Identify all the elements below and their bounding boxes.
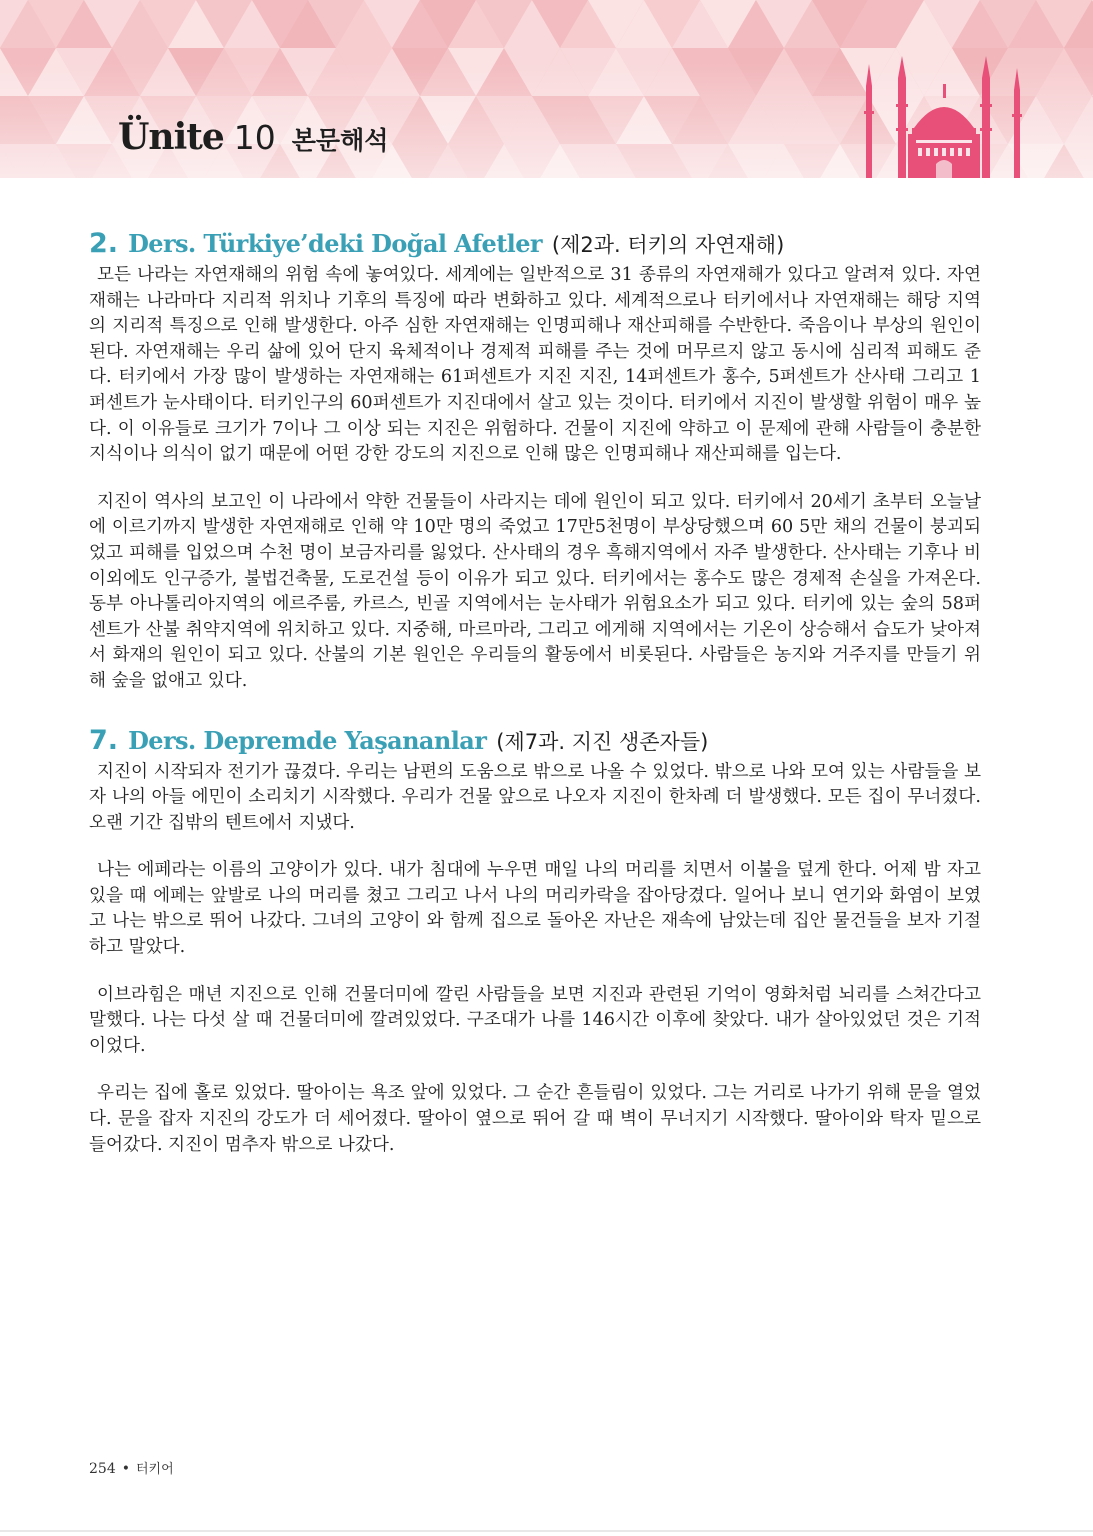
lesson-title: Ders. Depremde Yaşananlar [128, 725, 487, 755]
lesson-heading [89, 725, 981, 756]
book-title: 터키어 [136, 1462, 174, 1477]
paragraph: 지진이 역사의 보고인 이 나라에서 약한 건물들이 사라지는 데에 원인이 되고 있다. 터키에서 20세기 초부터 오늘날에 이르기까지 발생한 자연재해로 인해 약 10만 명의 죽었고 17만5천명이 부상당했으며 60 5만 채의 건물이 붕괴되었고 피해를 입었으며 수천 명이 보금자리를 잃었다. 산사태의 경우 흑해지역에서 자주 발생한다. 산사태는 기후나 비 이외에도 인구증가, 불법건축물, 도로건설 등이 이유가 되고 있다. 터키에서는 홍수도 많은 경제적 손실을 가져온다. 동부 아나톨리아지역의 에르주룸, 카르스, 빈골 지역에서는 눈사태가 위험요소가 되고 있다. 터키에 있는 숲의 58퍼센트가 산불 취약지역에 위치하고 있다. 지중해, 마르마라, 그리고 에게해 지역에서는 기온이 상승해서 습도가 낮아져서 화재의 원인이 되고 있다. 산불의 기본 원인은 우리들의 활동에서 비롯된다. 사람들은 농지와 거주지를 만들기 위해 숲을 없애고 있다. [89, 491, 981, 691]
paragraph: 나는 에페라는 이름의 고양이가 있다. 내가 침대에 누우면 매일 나의 머리를 치면서 이불을 덮게 한다. 어제 밤 자고 있을 때 에페는 앞발로 나의 머리를 쳤고 그리고 나서 나의 머리카락을 잡아당겼다. 일어나 보니 연기와 화염이 보였고 나는 밖으로 뛰어 나갔다. 그녀의 고양이 와 함께 집으로 돌아온 자난은 재속에 남았는데 집안 물건들을 보자 기절하고 말았다. [89, 860, 981, 958]
lesson-korean-title: (제2과. 터키의 자연재해) [551, 233, 785, 257]
lesson-number-dot: . [107, 724, 119, 756]
page-footer [89, 1458, 174, 1477]
paragraph: 모든 나라는 자연재해의 위험 속에 놓여있다. 세계에는 일반적으로 31 종류의 자연재해가 있다고 알려져 있다. 자연재해는 나라마다 지리적 위치나 기후의 특징에 따라 변화하고 있다. 세계적으로나 터키에서나 자연재해는 해당 지역의 지리적 특징으로 인해 발생한다. 아주 심한 자연재해는 인명피해나 재산피해를 수반한다. 죽음이나 부상의 원인이 된다. 자연재해는 우리 삶에 있어 단지 육체적이나 경제적 피해를 주는 것에 머무르지 않고 동시에 심리적 피해도 준다. 터키에서 가장 많이 발생하는 자연재해는 61퍼센트가 지진 지진, 14퍼센트가 홍수, 5퍼센트가 산사태 그리고 1퍼센트가 눈사태이다. 터키인구의 60퍼센트가 지진대에서 살고 있는 것이다. 터키에서 지진이 발생할 위험이 매우 높다. 이 이유들로 크기가 7이나 그 이상 되는 지진은 위험하다. 건물이 지진에 약하고 이 문제에 관해 사람들이 충분한 지식이나 의식이 없기 때문에 어떤 강한 강도의 지진으로 인해 많은 인명피해나 재산피해를 입는다. [89, 265, 981, 465]
lesson-number-dot: . [107, 228, 119, 259]
lesson-korean-title: (제7과. 지진 생존자들) [496, 729, 709, 754]
lesson-number: 7 [89, 724, 108, 756]
unit-subtitle: 본문해석 [291, 126, 389, 155]
unit-title [118, 116, 388, 158]
bottom-rule [0, 1530, 1093, 1532]
content [89, 228, 981, 1158]
unit-word: Ünite [118, 116, 224, 158]
page-header [0, 0, 1093, 178]
mosque-icon [856, 56, 1036, 178]
lesson-title: Ders. Türkiye’deki Doğal Afetler [128, 229, 542, 258]
lesson-heading [89, 228, 981, 259]
unit-number: 10 [233, 118, 276, 157]
paragraph: 이브라힘은 매년 지진으로 인해 건물더미에 깔린 사람들을 보면 지진과 관련된 기억이 영화처럼 뇌리를 스쳐간다고 말했다. 나는 다섯 살 때 건물더미에 깔려있었다. 구조대가 나를 146시간 이후에 찾았다. 내가 살아있었던 것은 기적이었다. [89, 984, 981, 1056]
page-number: 254 [89, 1461, 116, 1477]
lesson-number: 2 [89, 228, 108, 259]
paragraph: 지진이 시작되자 전기가 끊겼다. 우리는 남편의 도움으로 밖으로 나올 수 있었다. 밖으로 나와 모여 있는 사람들을 보자 나의 아들 에민이 소리치기 시작했다. 우리가 건물 앞으로 나오자 지진이 한차례 더 발생했다. 모든 집이 무너졌다. 오랜 기간 집밖의 텐트에서 지냈다. [89, 761, 981, 833]
paragraph: 우리는 집에 홀로 있었다. 딸아이는 욕조 앞에 있었다. 그 순간 흔들림이 있었다. 그는 거리로 나가기 위해 문을 열었다. 문을 잡자 지진의 강도가 더 세어졌다. 딸아이 옆으로 뛰어 갈 때 벽이 무너지기 시작했다. 딸아이와 탁자 밑으로 들어갔다. 지진이 멈추자 밖으로 나갔다. [89, 1083, 981, 1155]
footer-separator: • [121, 1461, 130, 1477]
